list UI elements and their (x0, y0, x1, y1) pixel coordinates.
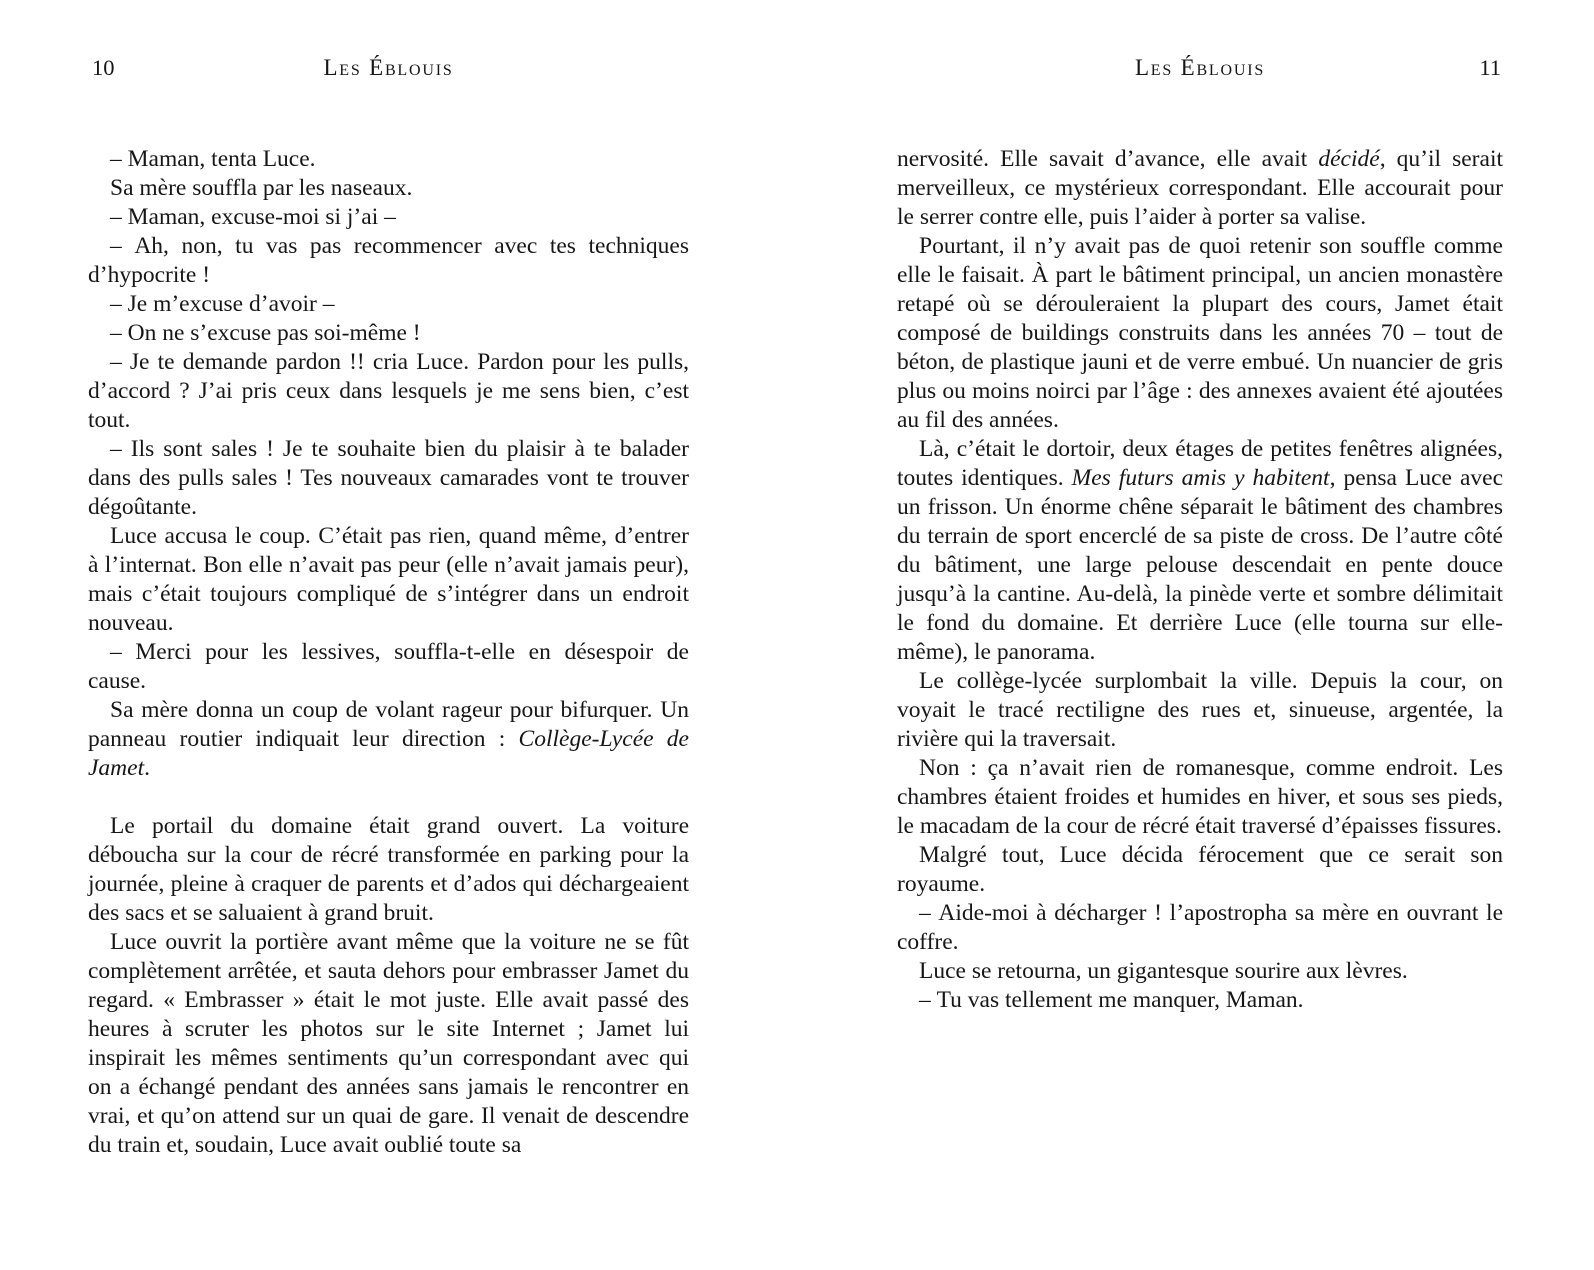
page-number-right: 11 (1479, 55, 1501, 80)
running-head-left (88, 55, 689, 81)
paragraph: Non : ça n’avait rien de romanesque, comme endroit. Les chambres étaient froides et humides en hiver, et sous ses pieds, le macadam de la cour de récré était traversé d’épaisses fissures. (897, 755, 1503, 839)
paragraph: Luce se retourna, un gigantesque sourire aux lèvres. (919, 958, 1408, 984)
paragraph: nervosité. Elle savait d’avance, elle avait décidé, qu’il serait merveilleux, ce mystérieux correspondant. Elle accourait pour le serrer contre elle, puis l’aider à porter sa valise. (897, 146, 1503, 230)
page-left (88, 55, 689, 1160)
body-text-right (897, 145, 1503, 1015)
paragraph: – Aide-moi à décharger ! l’apostropha sa mère en ouvrant le coffre. (897, 900, 1503, 955)
running-title-left: Les Éblouis (323, 55, 454, 80)
paragraph: Là, c’était le dortoir, deux étages de petites fenêtres alignées, toutes identiques. Mes futurs amis y habitent, pensa Luce avec un frisson. Un énorme chêne séparait le bâtiment des chambres du terrain de sport encerclé de sa piste de cross. De l’autre côté du bâtiment, une large pelouse descendait en pente douce jusqu’à la cantine. Au-delà, la pinède verte et sombre délimitait le fond du domaine. Et derrière Luce (elle tourna sur elle-même), le panorama. (897, 436, 1504, 665)
paragraph: Pourtant, il n’y avait pas de quoi retenir son souffle comme elle le faisait. À part le bâtiment principal, un ancien monastère retapé où se dérouleraient la plupart des cours, Jamet était composé de buildings construits dans les années 70 – tout de béton, de plastique jauni et de verre embué. Un nuancier de gris plus ou moins noirci par l’âge : des annexes avaient été ajoutées au fil des années. (897, 233, 1503, 433)
paragraph: – Tu vas tellement me manquer, Maman. (919, 987, 1304, 1013)
paragraph: Malgré tout, Luce décida férocement que ce serait son royaume. (897, 842, 1503, 897)
paragraph: – Je te demande pardon !! cria Luce. Pardon pour les pulls, d’accord ? J’ai pris ceux dans lesquels je me sens bien, c’est tout. (88, 349, 689, 433)
page-right (897, 55, 1503, 1015)
body-text-left (88, 145, 689, 1160)
paragraph: – Ah, non, tu vas pas recommencer avec tes techniques d’hypocrite ! (88, 233, 689, 288)
paragraph: Le collège-lycée surplombait la ville. Depuis la cour, on voyait le tracé rectiligne des rues et, sinueuse, argentée, la rivière qui la traversait. (897, 668, 1503, 752)
paragraph: Sa mère donna un coup de volant rageur pour bifurquer. Un panneau routier indiquait leur direction : Collège-Lycée de Jamet. (88, 697, 689, 781)
paragraph: – Maman, tenta Luce. (110, 146, 316, 172)
page-number-left: 10 (92, 55, 115, 80)
paragraph: – On ne s’excuse pas soi-même ! (110, 320, 421, 346)
running-head-right (897, 55, 1503, 81)
paragraph: Le portail du domaine était grand ouvert. La voiture déboucha sur la cour de récré transformée en parking pour la journée, pleine à craquer de parents et d’ados qui déchargeaient des sacs et se saluaient à grand bruit. (88, 813, 689, 926)
paragraph: – Maman, excuse-moi si j’ai – (110, 204, 396, 230)
paragraph: Sa mère souffla par les naseaux. (110, 175, 413, 201)
paragraph: Luce ouvrit la portière avant même que la voiture ne se fût complètement arrêtée, et sauta dehors pour embrasser Jamet du regard. « Embrasser » était le mot juste. Elle avait passé des heures à scruter les photos sur le site Internet ; Jamet lui inspirait les mêmes sentiments qu’un correspondant avec qui on a échangé pendant des années sans jamais le rencontrer en vrai, et qu’on attend sur un quai de gare. Il venait de descendre du train et, soudain, Luce avait oublié toute sa (88, 929, 689, 1158)
paragraph: – Merci pour les lessives, souffla-t-elle en désespoir de cause. (88, 639, 689, 694)
paragraph: Luce accusa le coup. C’était pas rien, quand même, d’entrer à l’internat. Bon elle n’avait pas peur (elle n’avait jamais peur), mais c’était toujours compliqué de s’intégrer dans un endroit nouveau. (88, 523, 689, 636)
paragraph: – Ils sont sales ! Je te souhaite bien du plaisir à te balader dans des pulls sales ! Tes nouveaux camarades vont te trouver dégoûtante. (88, 436, 689, 520)
running-title-right: Les Éblouis (1134, 55, 1266, 80)
paragraph: – Je m’excuse d’avoir – (110, 291, 335, 317)
